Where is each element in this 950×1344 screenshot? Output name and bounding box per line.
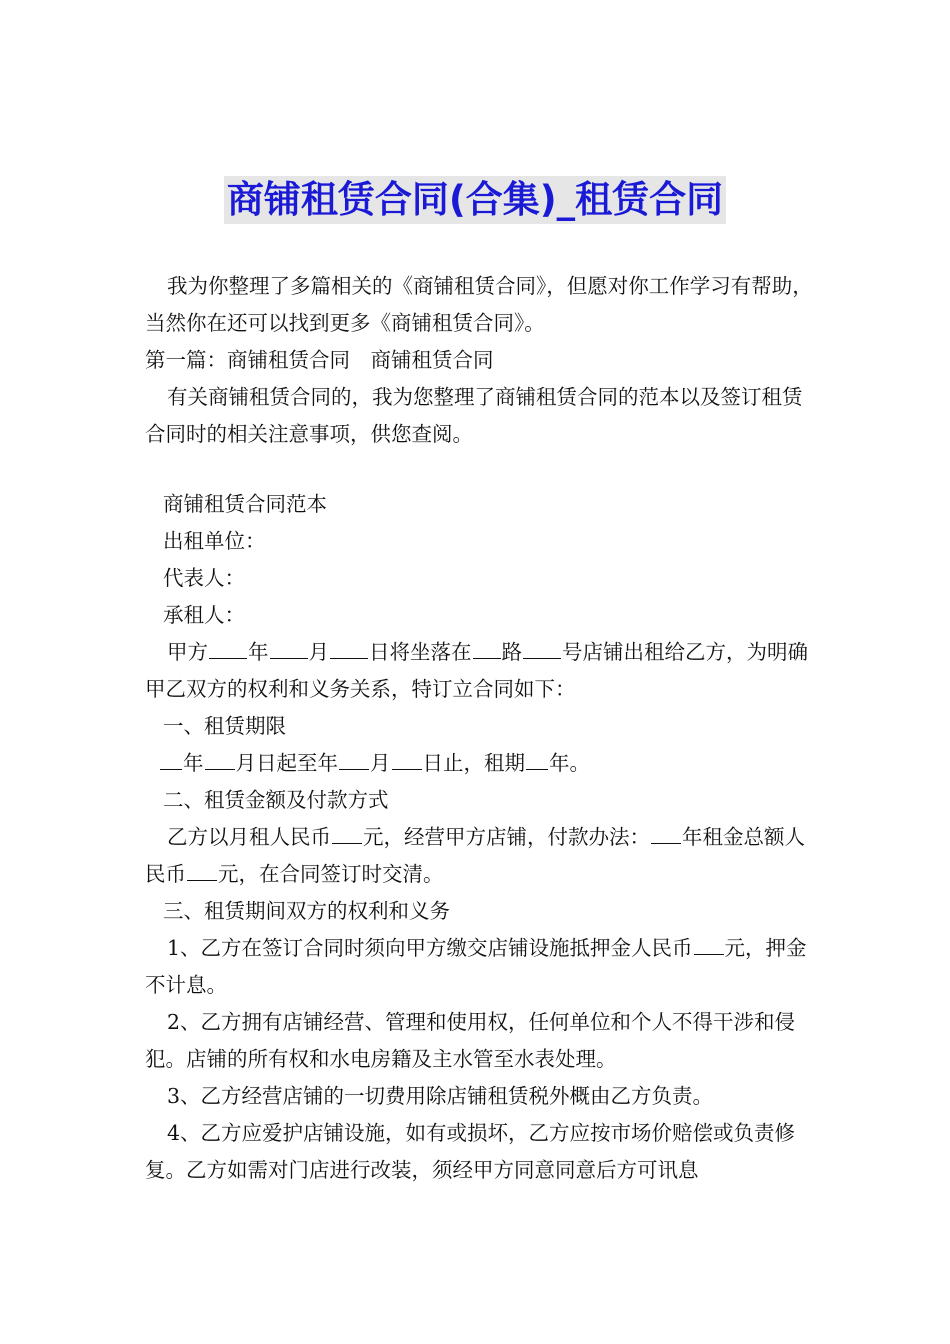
blank-line (694, 934, 724, 955)
chapter-heading: 第一篇：商铺租赁合同 商铺租赁合同 (145, 348, 494, 372)
blank-line (205, 749, 235, 770)
text-run: 月日起至年 (235, 751, 338, 775)
blank-line (209, 638, 247, 659)
text-run: 1、乙方在签订合同时须向甲方缴交店铺设施抵押金人民币 (167, 936, 693, 960)
document-title: 商铺租赁合同(合集)_租赁合同 (224, 176, 726, 224)
text-run: 元，押金不计息。 (145, 936, 807, 997)
section-body (145, 745, 815, 782)
blank-line (473, 638, 501, 659)
text-run: 日止，租期 (422, 751, 525, 775)
blank-line (651, 823, 681, 844)
text-run: 年 (248, 640, 269, 664)
section-heading: 三、租赁期间双方的权利和义务 (163, 899, 450, 923)
clause-intro-paragraph (145, 634, 815, 708)
text-run: 年 (183, 751, 204, 775)
lessor-field: 出租单位： (163, 529, 266, 553)
text-run: 甲方 (167, 640, 208, 664)
blank-line (523, 638, 561, 659)
section-heading: 一、租赁期限 (163, 714, 286, 738)
blank-line (339, 749, 369, 770)
section-body (145, 819, 815, 893)
text-run: 元，经营甲方店铺，付款办法： (363, 825, 650, 849)
text-run: 元，在合同签订时交清。 (218, 862, 444, 886)
text-run: 年。 (549, 751, 590, 775)
text-run: 月 (370, 751, 391, 775)
text-run: 乙方以月租人民币 (167, 825, 331, 849)
blank-line (330, 638, 368, 659)
text-run: 月 (308, 640, 329, 664)
list-item: 2、乙方拥有店铺经营、管理和使用权，任何单位和个人不得干涉和侵犯。店铺的所有权和水电房籍及主水管至水表处理。 (145, 1010, 796, 1071)
spacer (145, 453, 815, 486)
blank-line (332, 823, 362, 844)
chapter-intro-paragraph: 有关商铺租赁合同的，我为您整理了商铺租赁合同的范本以及签订租赁合同时的相关注意事项，供您查阅。 (145, 385, 803, 446)
title-wrapper (0, 176, 950, 224)
text-run: 日将坐落在 (369, 640, 472, 664)
text-run: 号店铺出租给乙方，为明确甲乙双方的权利和义务关系，特订立合同如下： (145, 640, 808, 701)
blank-line (526, 749, 548, 770)
list-item (145, 930, 815, 1004)
blank-line (160, 749, 182, 770)
list-item: 4、乙方应爱护店铺设施，如有或损坏，乙方应按市场价赔偿或负责修复。乙方如需对门店进行改装，须经甲方同意同意后方可讯息 (145, 1121, 796, 1182)
text-run: 路 (501, 640, 522, 664)
blank-line (270, 638, 308, 659)
blank-line (187, 860, 217, 881)
document-body (145, 268, 815, 1189)
intro-paragraph: 我为你整理了多篇相关的《商铺租赁合同》，但愿对你工作学习有帮助，当然你在还可以找到更多《商铺租赁合同》。 (145, 274, 813, 335)
text-run: 年租金总额人民币 (145, 825, 805, 886)
list-item: 3、乙方经营店铺的一切费用除店铺租赁税外概由乙方负责。 (167, 1084, 714, 1108)
lessee-field: 承租人： (163, 603, 245, 627)
representative-field: 代表人： (163, 566, 245, 590)
blank-line (392, 749, 422, 770)
sample-title: 商铺租赁合同范本 (163, 492, 327, 516)
section-heading: 二、租赁金额及付款方式 (163, 788, 389, 812)
